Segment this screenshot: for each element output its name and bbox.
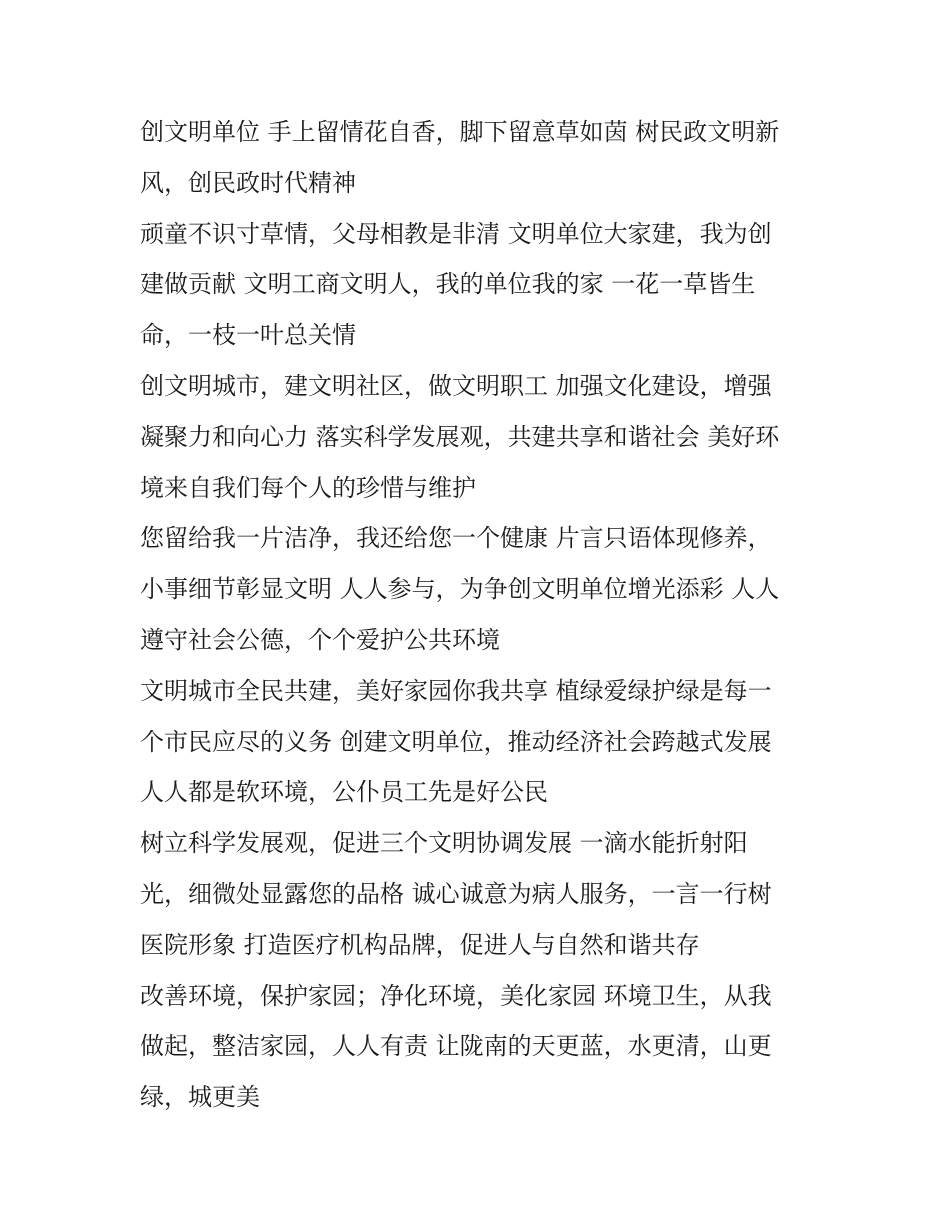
- text-line: 您留给我一片洁净，我还给您一个健康 片言只语体现修养，: [140, 524, 772, 553]
- text-line: 建做贡献 文明工商文明人，我的单位我的家 一花一草皆生: [140, 270, 756, 299]
- body-text: [140, 107, 810, 1123]
- text-line: 创文明城市，建文明社区，做文明职工 加强文化建设，增强: [140, 371, 772, 400]
- text-line: 个市民应尽的义务 创建文明单位，推动经济社会跨越式发展: [140, 727, 772, 756]
- text-line: 文明城市全民共建，美好家园你我共享 植绿爱绿护绿是每一: [140, 676, 772, 705]
- text-line: 人人都是软环境，公仆员工先是好公民: [140, 778, 548, 807]
- text-line: 光，细微处显露您的品格 诚心诚意为病人服务，一言一行树: [140, 879, 772, 908]
- text-line: 创文明单位 手上留情花自香，脚下留意草如茵 树民政文明新: [140, 118, 780, 146]
- text-line: 做起，整洁家园，人人有责 让陇南的天更蓝，水更清，山更: [140, 1032, 772, 1061]
- text-line: 境来自我们每个人的珍惜与维护: [140, 473, 476, 502]
- text-line: 医院形象 打造医疗机构品牌，促进人与自然和谐共存: [140, 930, 700, 959]
- text-line: 风，创民政时代精神: [140, 168, 356, 197]
- text-line: 凝聚力和向心力 落实科学发展观，共建共享和谐社会 美好环: [140, 422, 780, 451]
- text-line: 改善环境，保护家园；净化环境，美化家园 环境卫生，从我: [140, 981, 772, 1010]
- text-line: 命，一枝一叶总关情: [140, 321, 356, 350]
- text-line: 绿，城更美: [140, 1083, 260, 1112]
- text-line: 遵守社会公德，个个爱护公共环境: [140, 625, 500, 654]
- text-line: 顽童不识寸草情，父母相教是非清 文明单位大家建，我为创: [140, 219, 772, 248]
- text-line: 树立科学发展观，促进三个文明协调发展 一滴水能折射阳: [140, 829, 748, 858]
- text-line: 小事细节彰显文明 人人参与，为争创文明单位增光添彩 人人: [140, 575, 780, 604]
